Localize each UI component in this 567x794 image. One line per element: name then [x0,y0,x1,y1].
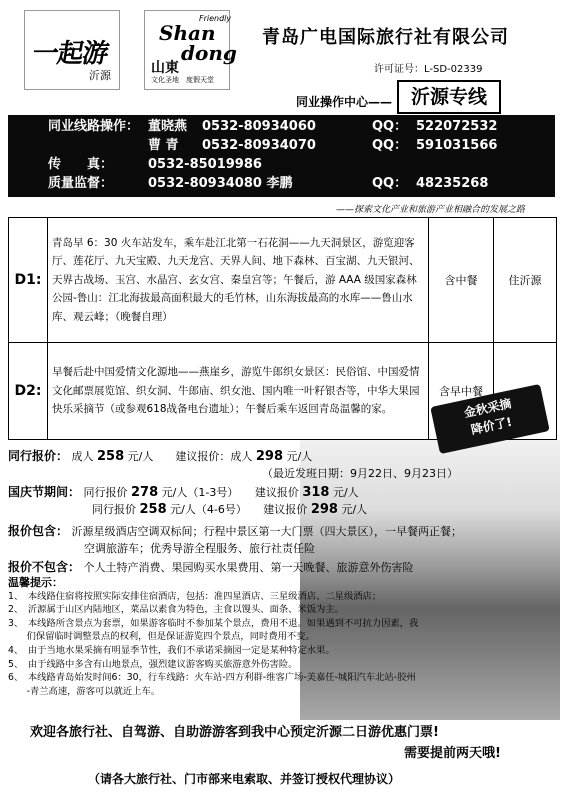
price-value: 318 [302,485,330,500]
price-text: 成人 [71,450,94,463]
logo-dong-text: dong [181,41,237,65]
logo-shan-text: Shan [159,21,216,45]
price-value: 298 [310,502,338,517]
cta-line: 需要提前两天哦! [404,746,501,761]
contact-name: 曹 青 [148,138,179,153]
price-text: 同行报价 [83,486,128,499]
holiday-label: 国庆节期间： [8,485,81,499]
qq-label: QQ： [372,119,408,134]
note-item: 们保留临时调整景点的权利，但是保证游览四个景点，同时费用不变。 [8,631,315,643]
price-text: 元/人 [332,486,359,499]
peer-price-row [8,447,312,464]
license-number: 许可证号：L-SD-02339 [374,64,483,75]
price-text: 元/人 [286,450,313,463]
price-value: 258 [139,502,167,517]
logo-tagline: 文化圣地 度假天堂 [151,76,214,84]
meal-info: 含早中餐 [429,343,494,440]
day-label: D1: [9,218,48,343]
fax-label: 传 真： [48,157,114,172]
qq-number: 522072532 [416,119,498,134]
holiday-price-row [92,501,367,517]
badge-line: 金秋采摘 [462,396,513,421]
contact-name: 董晓燕 [148,119,188,134]
friendly-shandong-logo [144,10,237,90]
logo-friendly-text: Friendly [199,14,232,23]
yiqiyou-logo [24,10,120,90]
price-label: 同行报价： [8,449,69,463]
badge-line: 降价了! [469,414,514,438]
day-description: 青岛早 6：30 火车站发车，乘车赴江北第一石花洞——九天洞景区，游览迎客厅、莲花厅、九天宝殿、九天龙宫、天界人间、地下森林、百宝湖、九天银河、天界古战场、玉宫、水晶宫、玄女宫、秦皇宫等；午餐后，游 AAA 级国家森林公园-鲁山：江北海拔最高面积最大的毛竹林，山东海拔最高的水库——鲁山水库、观云峰；（晚餐自理） [48,218,429,343]
fax-number: 0532-85019986 [148,157,262,172]
price-text: 同行报价 [92,503,136,516]
stay-info: 住沂源 [494,218,557,343]
qq-number: 48235268 [416,176,489,191]
includes-text: 空调旅游车；优秀导游全程服务、旅行社责任险 [84,542,315,555]
footer-note: （请各大旅行社、门市部来电索取、并签订授权代理协议） [88,772,401,786]
note-item: -青兰高速，游客可以就近上车。 [8,685,161,697]
includes-label: 报价包含： [8,524,69,538]
includes-row [8,522,462,539]
day-label: D2: [9,343,48,440]
note-item: 5、 由于线路中多含有山地景点，强烈建议游客购买旅游意外伤害险。 [8,658,298,670]
operation-center-label: 同业操作中心—— [296,95,393,109]
excludes-label: 报价不包含： [8,560,81,574]
meal-info: 含中餐 [429,218,494,343]
qq-label: QQ： [372,138,408,153]
table-row [9,218,557,343]
excludes-text: 个人土特产消费、果园购买水果费用、第一天晚餐、旅游意外伤害险 [83,561,414,574]
price-value: 298 [255,449,284,464]
price-value: 278 [131,485,159,500]
contact-label: 同业线路操作： [48,119,140,134]
slogan: ——探索文化产业和旅游产业相融合的发展之路 [336,205,526,215]
note-item: 1、 本线路住宿将按照实际安排住宿酒店，包括：准四星酒店、三星级酒店、二星级酒店； [8,590,382,602]
price-text: 元/人（1-3号） 建议报价 [161,486,299,499]
brand-title: 沂源专线 [397,80,501,114]
day-description: 早餐后赴中国爱情文化源地——燕崖乡，游览牛郎织女景区：民俗馆、中国爱情文化邮票展览馆、织女洞、牛郎庙、织女池、国内唯一叶籽银杏等，中华大果园快乐采摘节（或参观618战备电台遗址）；午餐后乘车返回青岛温馨的家。 [48,343,429,440]
cta-line: 欢迎各旅行社、自驾游、自助游游客到我中心预定沂源二日游优惠门票! [30,725,439,740]
logo-main-text: 一起游 [29,39,111,69]
notes-block [8,576,418,698]
note-item: 3、 本线路所含景点为套票，如果游客临时不参加某个景点，费用不退。如果遇到不可抗力因素，我 [8,617,419,629]
quality-phone: 0532-80934080 李鹏 [148,176,293,191]
excludes-row [8,558,414,575]
holiday-price-row [8,483,359,500]
departure-note: （最近发班日期：9月22日、9月23日） [262,467,458,480]
note-item: 4、 由于当地水果采摘有明显季节性，我们不承诺采摘园一定是某种特定水果。 [8,644,335,656]
logo-cn-text: 山東 [151,60,179,76]
qq-label: QQ： [372,176,408,191]
includes-text: 沂源星级酒店空调双标间；行程中景区第一大门票（四大景区），一早餐两正餐； [71,525,463,538]
quality-label: 质量监督： [48,176,114,191]
notes-title: 温馨提示： [8,576,63,589]
note-item: 6、 本线路青岛始发时间6：30，行车线路：火车站-四方利群-维客广场-美嘉任-城阳汽车北站-胶州 [8,672,416,684]
price-text: 元/人 [341,503,368,516]
contact-phone: 0532-80934070 [202,138,316,153]
company-name: 青岛广电国际旅行社有限公司 [262,27,509,48]
note-item: 2、 沂源属于山区内陆地区，菜品以素食为特色，主食以馒头、面条、米饭为主。 [8,604,344,616]
qq-number: 591031566 [416,138,498,153]
contact-panel [8,115,555,197]
price-text: 元/人（4-6号） 建议报价 [170,503,308,516]
contact-phone: 0532-80934060 [202,119,316,134]
price-text: 元/人 建议报价：成人 [127,450,253,463]
price-value: 258 [97,449,125,464]
logo-sub-text: 沂源 [89,69,111,82]
